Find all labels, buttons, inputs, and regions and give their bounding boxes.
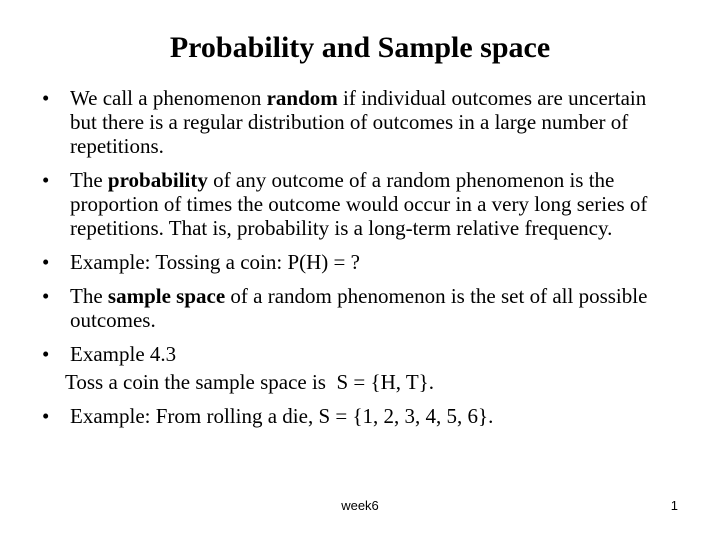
bullet-text: The <box>70 168 108 192</box>
bullet-text: if individual outcomes are uncertain but there is a regular distribution of outcomes in a large number of repetitions. <box>70 86 647 158</box>
bold-term-probability: probability <box>107 168 208 192</box>
bullet-die-example <box>40 404 660 428</box>
bullet-dot-icon: • <box>42 86 50 110</box>
bullet-probability-definition <box>40 168 660 240</box>
bullet-text: We call a phenomenon <box>70 86 267 110</box>
slide-title: Probability and Sample space <box>169 31 551 64</box>
bullet-dot-icon: • <box>42 404 50 428</box>
bold-term-sample-space: sample space <box>107 284 226 308</box>
bold-term-random: random <box>266 86 338 110</box>
bullet-random-definition <box>40 86 660 158</box>
bullet-dot-icon: • <box>42 250 50 274</box>
bullet-text: of any outcome of a random phenomenon is the proportion of times the outcome would occur in a very long series of repetitions. That is, probability is a long-term relative frequency. <box>70 168 648 240</box>
bullet-text: Example: Tossing a coin: P(H) = ? <box>70 250 360 274</box>
bullet-sample-space-definition <box>40 284 660 332</box>
example-4-3-detail: Toss a coin the sample space is S = {H, T}. <box>65 370 435 394</box>
bullet-text: of a random phenomenon is the set of all possible outcomes. <box>70 284 648 332</box>
bullet-list <box>40 86 660 438</box>
bullet-dot-icon: • <box>42 342 50 366</box>
bullet-text: Example 4.3 <box>70 342 177 366</box>
footer-week-label: week6 <box>341 498 379 513</box>
bullet-text: Example: From rolling a die, S = {1, 2, 3, 4, 5, 6}. <box>70 404 494 428</box>
bullet-dot-icon: • <box>42 284 50 308</box>
bullet-example-4-3 <box>40 342 660 366</box>
footer-page-number: 1 <box>670 498 678 513</box>
bullet-dot-icon: • <box>42 168 50 192</box>
bullet-coin-example <box>40 250 660 274</box>
bullet-text: The <box>70 284 108 308</box>
